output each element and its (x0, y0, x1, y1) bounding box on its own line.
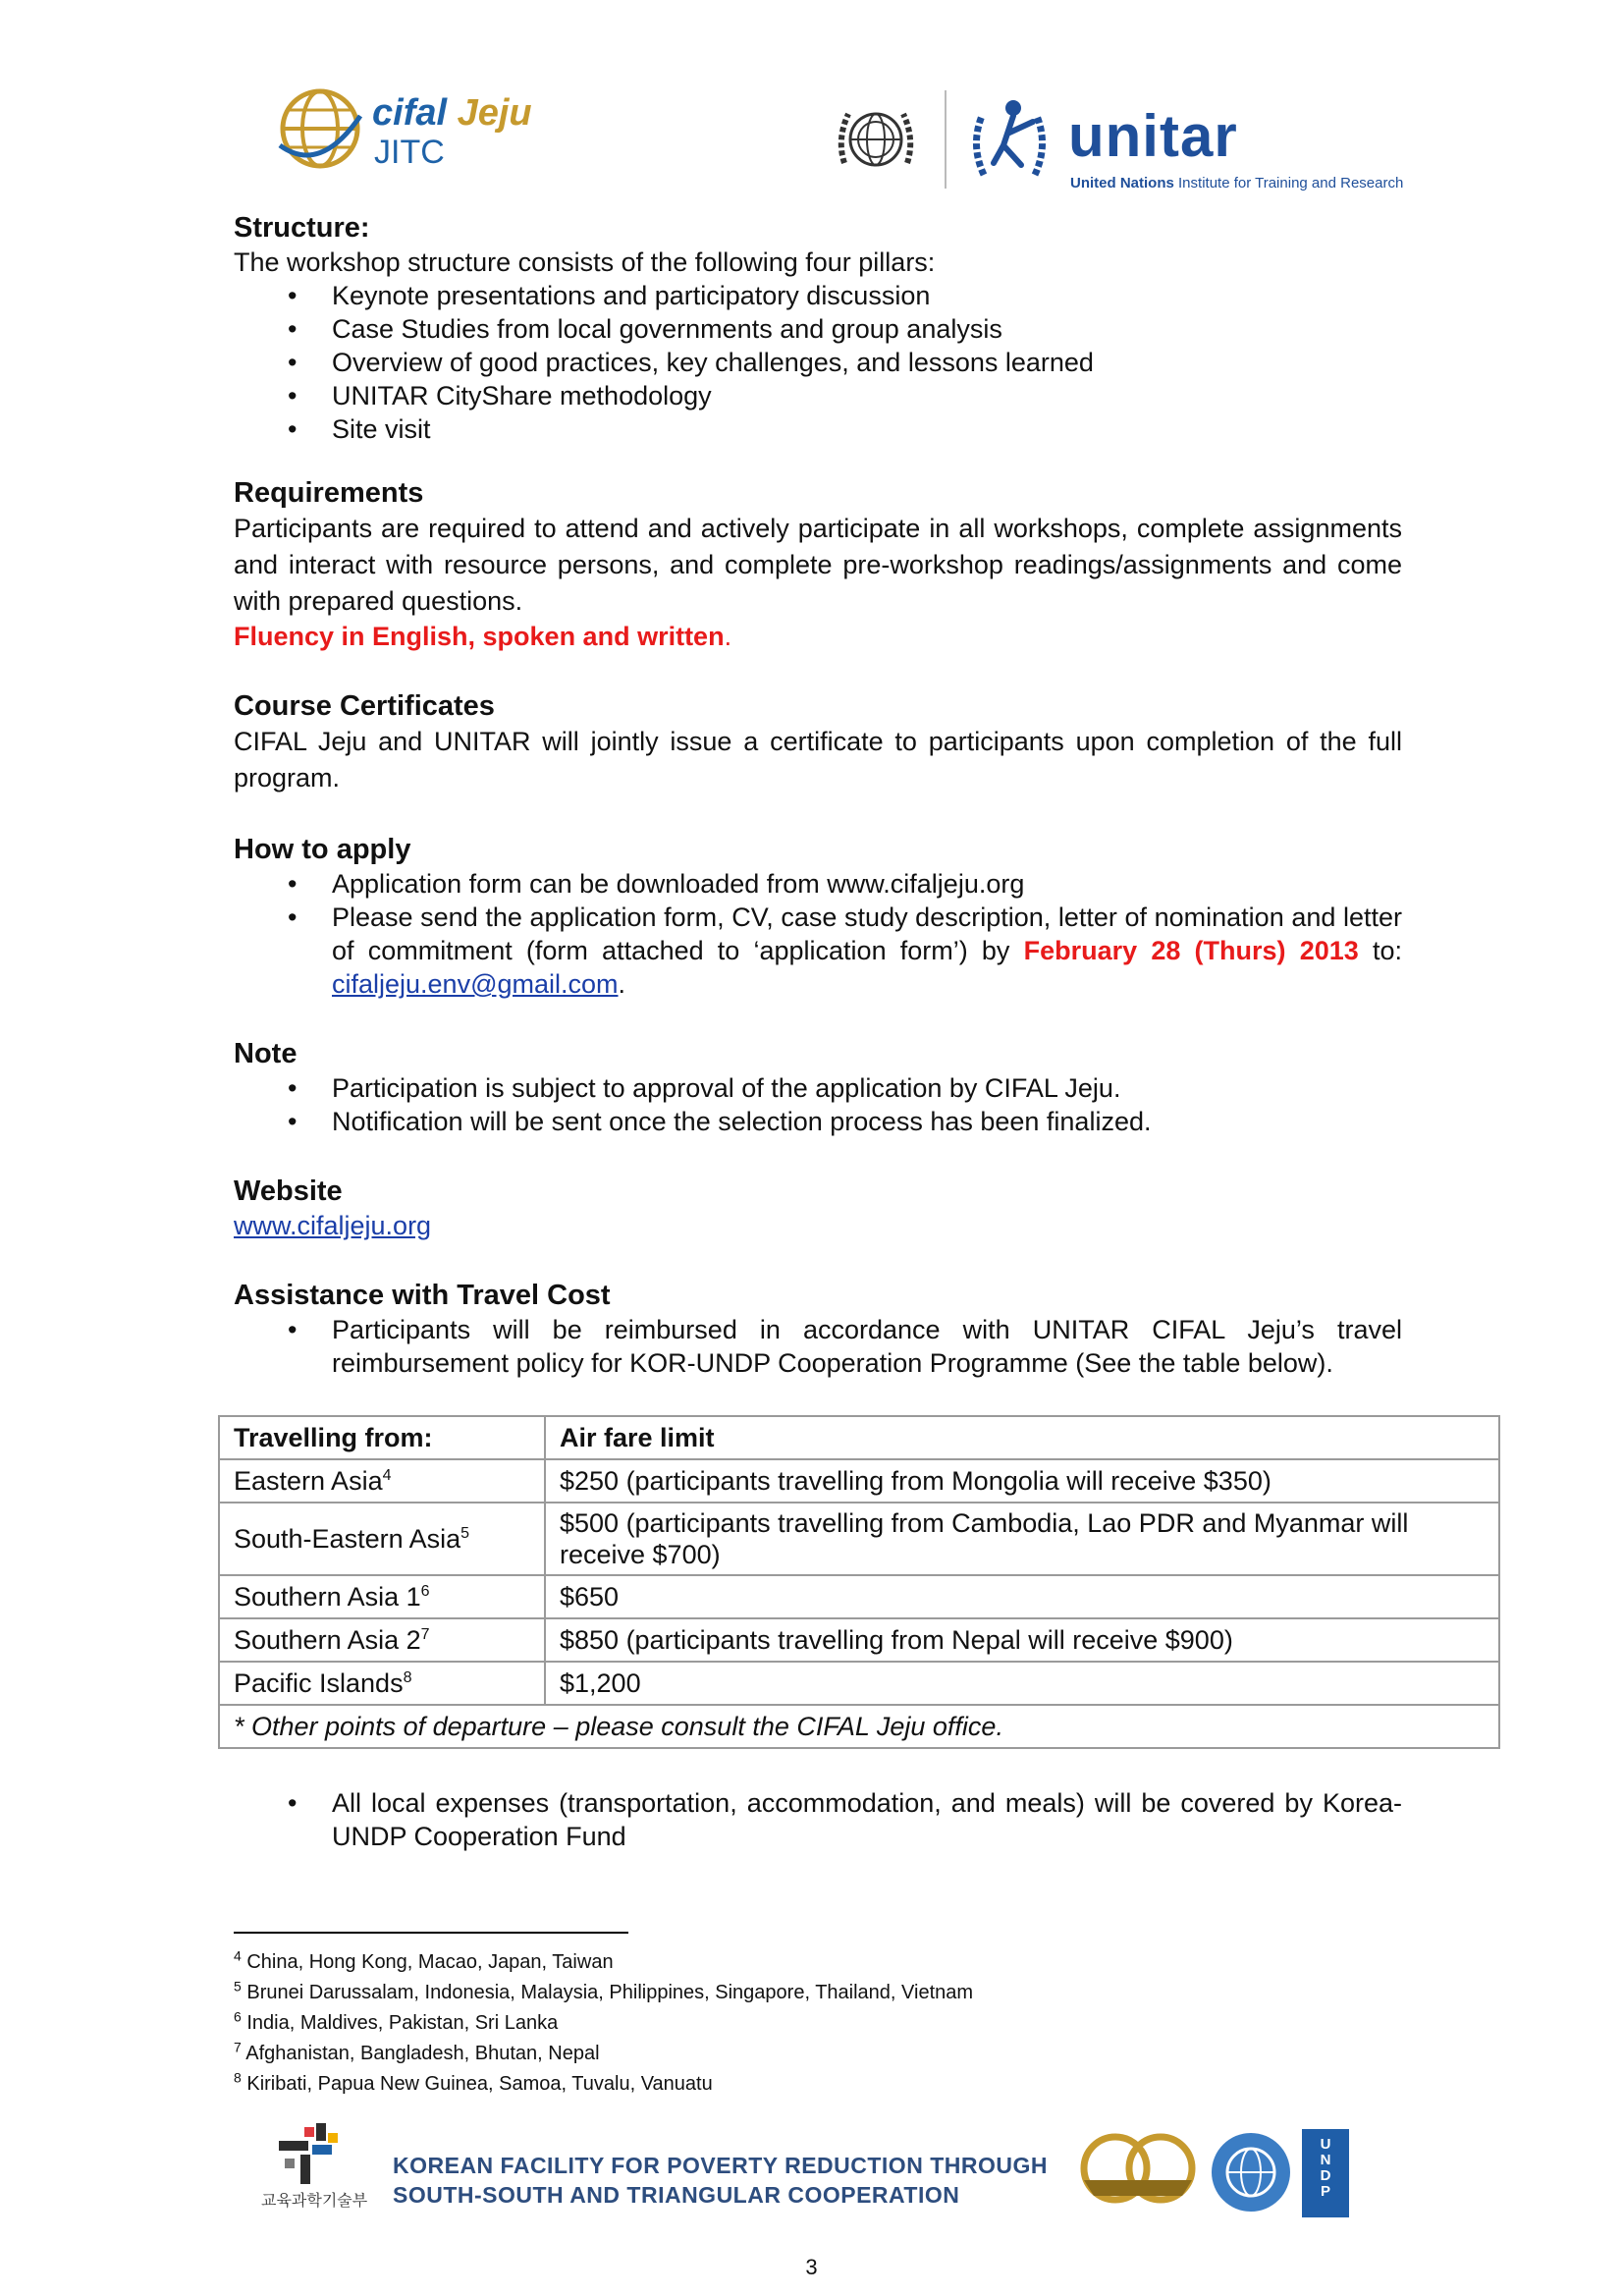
unitar-wordmark: unitar (1068, 103, 1238, 169)
table-row (219, 1459, 1499, 1503)
unitar-laurel-figure-icon (964, 86, 1055, 189)
footnote: $^4$ China, Hong Kong, Macao, Japan, Taiwan (234, 1947, 614, 1973)
fluency-text: Fluency in English, spoken and written. (234, 622, 732, 651)
limit-cell: $850 (participants travelling from Nepal will receive $900) (545, 1618, 1499, 1662)
structure-intro: The workshop structure consists of the following four pillars: (234, 247, 936, 277)
un-emblem-icon (831, 94, 921, 185)
how-to-apply-heading: How to apply (234, 834, 411, 865)
website-link[interactable]: www.cifaljeju.org (234, 1211, 432, 1240)
footnote: $^6$ India, Maldives, Pakistan, Sri Lanka (234, 2008, 559, 2034)
structure-heading: Structure: (234, 212, 370, 244)
cifal-logo-subtitle: JITC (374, 134, 445, 171)
limit-cell: $500 (participants travelling from Cambodia, Lao PDR and Myanmar will receive $700) (545, 1503, 1499, 1575)
main-content (234, 210, 1409, 1853)
list-item: • Case Studies from local governments and group analysis (332, 312, 1402, 346)
unitar-subtitle: United Nations Institute for Training and Research (1070, 175, 1404, 191)
region-cell: Eastern Asia$^4$ (219, 1459, 545, 1503)
footnote: $^7$ Afghanistan, Bangladesh, Bhutan, Nepal (234, 2039, 600, 2064)
table-header-cell: Air fare limit (545, 1416, 1499, 1459)
certificates-text: CIFAL Jeju and UNITAR will jointly issue a certificate to participants upon completion of the full program. (234, 727, 1402, 793)
footnote: $^8$ Kiribati, Papua New Guinea, Samoa, Tuvalu, Vanuatu (234, 2069, 713, 2095)
list-item: • Overview of good practices, key challenges, and lessons learned (332, 346, 1402, 379)
logo-separator (945, 90, 947, 189)
list-item: • UNITAR CityShare methodology (332, 379, 1402, 412)
note-heading: Note (234, 1038, 298, 1069)
table-row (219, 1503, 1499, 1575)
list-item: • Participation is subject to approval of the application by CIFAL Jeju. (332, 1071, 1402, 1105)
email-link[interactable]: cifaljeju.env@gmail.com (332, 969, 619, 999)
table-note-row (219, 1705, 1499, 1748)
ministry-name: 교육과학기술부 (261, 2193, 368, 2210)
list-item: • Keynote presentations and participatory discussion (332, 279, 1402, 312)
table-note: * Other points of departure – please consult the CIFAL Jeju office. (219, 1705, 1499, 1748)
list-item: • Participants will be reimbursed in accordance with UNITAR CIFAL Jeju’s travel reimbursement policy for KOR-UNDP Cooperation Programme (See the table below). (332, 1313, 1402, 1380)
certificates-heading: Course Certificates (234, 690, 495, 722)
region-cell: Southern Asia $2^7$ (219, 1618, 545, 1662)
list-item: • Application form can be downloaded from www.cifaljeju.org (332, 867, 1402, 901)
globe-icon (278, 86, 362, 171)
table-row (219, 1618, 1499, 1662)
requirements-heading: Requirements (234, 477, 424, 509)
structure-list (234, 279, 1402, 446)
note-list (234, 1071, 1402, 1138)
page-header (0, 0, 1623, 211)
limit-cell: $650 (545, 1575, 1499, 1618)
table-header-cell: Travelling from: (219, 1416, 545, 1459)
page-footer (0, 2102, 1623, 2239)
limit-cell: $250 (participants travelling from Mongolia will receive $350) (545, 1459, 1499, 1503)
un-emblem-icon (1208, 2129, 1294, 2215)
region-cell: Pacific Islands$^8$ (219, 1662, 545, 1705)
table-row (219, 1575, 1499, 1618)
footnotes (234, 1947, 973, 2100)
list-item: • Notification will be sent once the selection process has been finalized. (332, 1105, 1402, 1138)
table-row (219, 1662, 1499, 1705)
cifal-jeju-logo (278, 86, 572, 175)
list-item: • Site visit (332, 412, 1402, 446)
table-header-row (219, 1416, 1499, 1459)
cifal-logo-title: cifal Jeju (372, 92, 532, 134)
kofpr-title: KOREAN FACILITY FOR POVERTY REDUCTION THROUGH SOUTH-SOUTH AND TRIANGULAR COOPERATION (393, 2153, 1048, 2208)
limit-cell: $1,200 (545, 1662, 1499, 1705)
list-item: • Please send the application form, CV, case study description, letter of nomination and letter of commitment (form attached to ‘application form’) by February 28 (Thurs) 2013 to: cifaljeju.env@gmail.com. (332, 901, 1402, 1001)
requirements-text: Participants are required to attend and actively participate in all workshops, complete assignments and interact with resource persons, and complete pre-workshop readings/assignments and come with prepared questions. (234, 514, 1402, 616)
travel-list-2 (234, 1786, 1402, 1853)
region-cell: Southern Asia $1^6$ (219, 1575, 545, 1618)
footnote: $^5$ Brunei Darussalam, Indonesia, Malaysia, Philippines, Singapore, Thailand, Vietnam (234, 1978, 974, 2003)
rings-logo-icon (1074, 2129, 1202, 2208)
undp-logo: U N D P (1302, 2129, 1349, 2217)
website-heading: Website (234, 1175, 343, 1207)
footnote-rule (234, 1932, 628, 1934)
travel-heading: Assistance with Travel Cost (234, 1280, 611, 1311)
apply-list (234, 867, 1402, 1001)
region-cell: South-Eastern Asia$^5$ (219, 1503, 545, 1575)
page-number: 3 (805, 2255, 818, 2279)
travel-list (234, 1313, 1402, 1380)
airfare-table (218, 1415, 1500, 1749)
list-item: • All local expenses (transportation, accommodation, and meals) will be covered by Korea-UNDP Cooperation Fund (332, 1786, 1402, 1853)
